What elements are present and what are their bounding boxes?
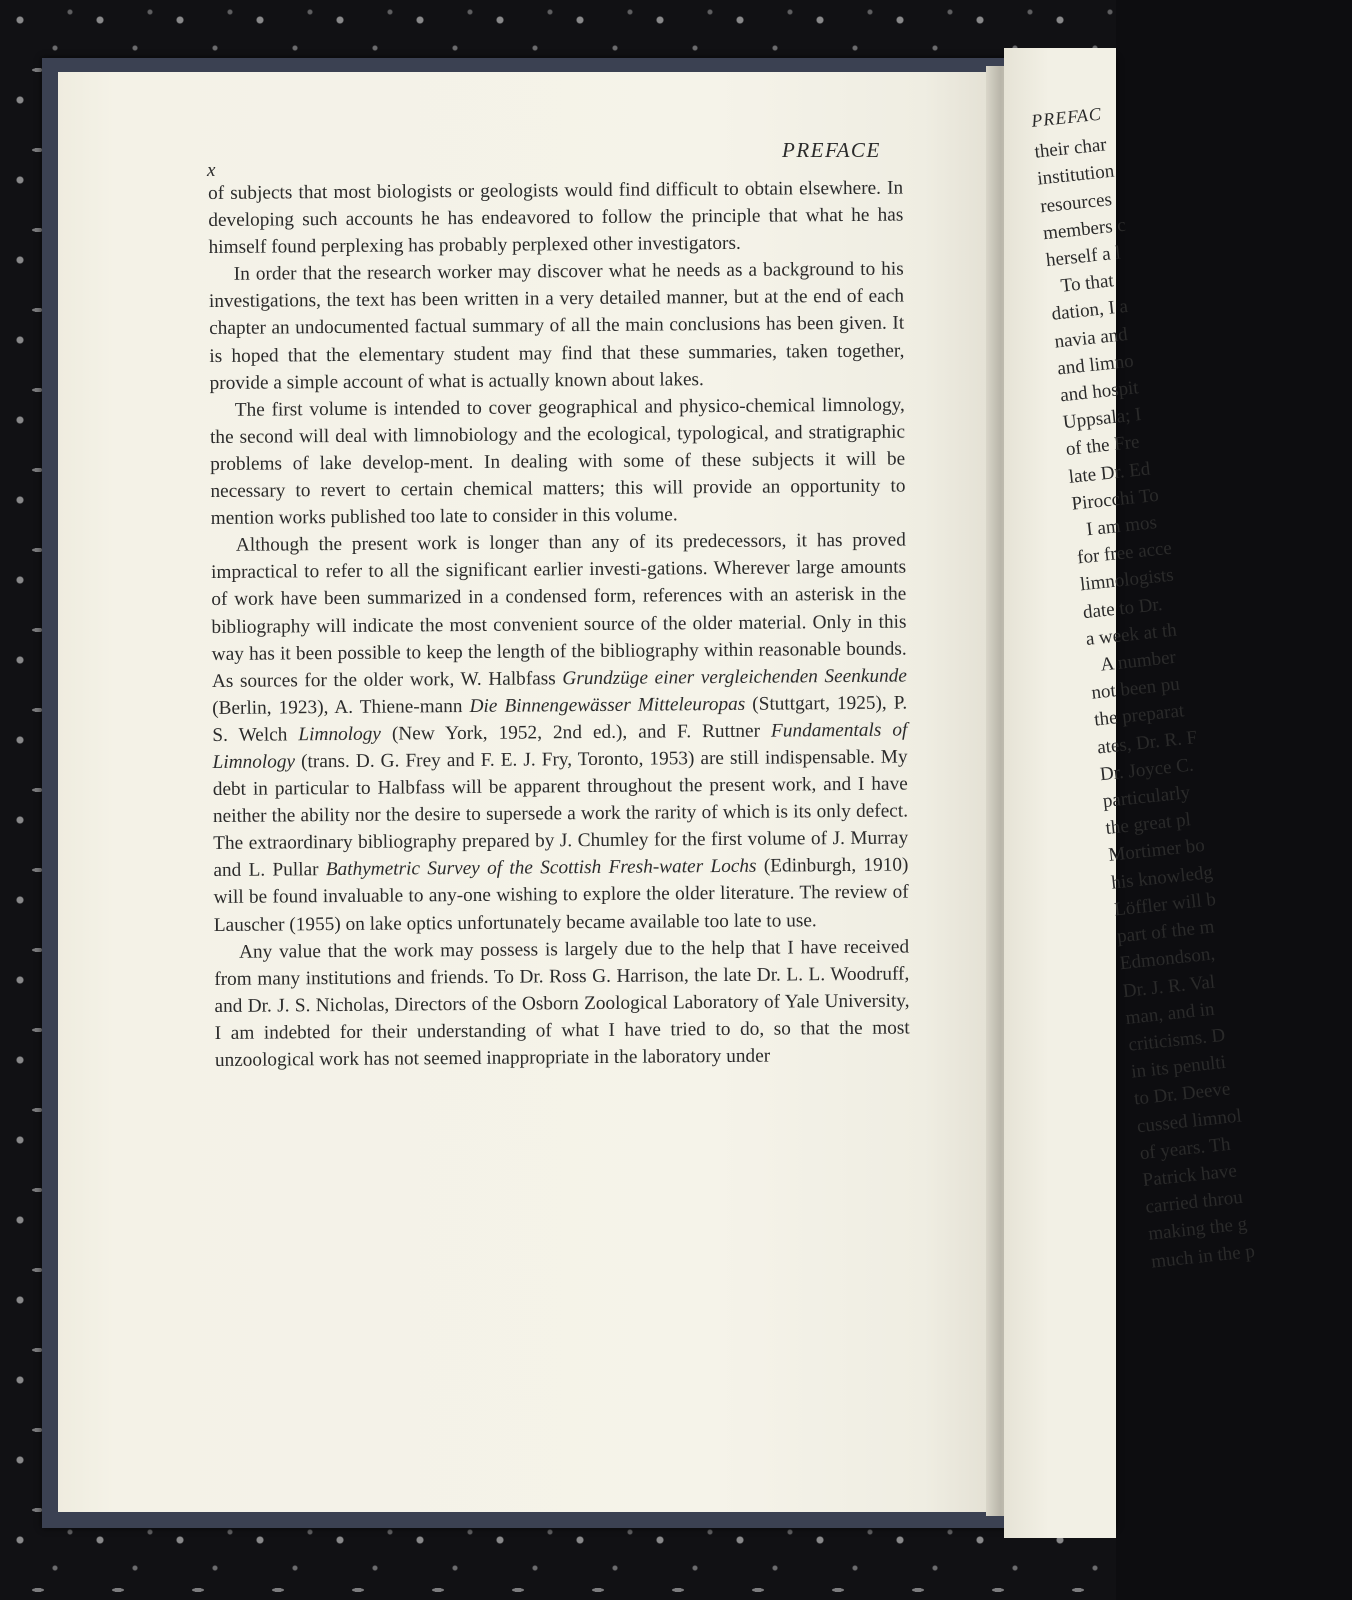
facing-page-line: and hospit (1059, 377, 1140, 407)
facing-page-line: institution (1036, 161, 1116, 190)
text-run: Any value that the work may possess is largely due to the help that I have received from many institutions and friends. To Dr. Ross G. Harrison, the late Dr. L. L. Woodruff, and Dr. J. S. Nicholas, Directors of the Osborn Zoological Laboratory of Yale University, I am indebted for their understanding of what I have tried to do, so that the most unzoological work has not seemed inappropriate in the laboratory under (214, 936, 910, 1071)
facing-page-line: much in the p (1150, 1240, 1256, 1273)
facing-page-line: the preparat (1093, 700, 1186, 732)
facing-page-line: Edmondson, (1118, 943, 1217, 975)
text-run: (trans. D. G. Frey and F. E. J. Fry, Toronto, 1953) are still indispensable. My debt in particular to Halbfass will be apparent throughout the present work, and I have neither the ability nor the desire to supersede a work the rarity of which is its only defect. The extraordinary bibliography prepared by J. Chumley for the first volume of J. Murray and L. Pullar (212, 746, 909, 882)
facing-page-line: in its penulti (1130, 1051, 1227, 1083)
body-text (208, 175, 910, 1075)
facing-page-line: not been pu (1090, 673, 1181, 704)
facing-page-line: herself a l (1044, 242, 1122, 272)
page-number: x (207, 160, 216, 181)
paragraph (209, 256, 905, 397)
text-run: (New York, 1952, 2nd ed.), and F. Ruttner (380, 720, 772, 745)
facing-page-line: A number (1099, 646, 1177, 676)
running-head: PREFACE (782, 138, 881, 162)
facing-page-line: his knowledg (1110, 861, 1214, 894)
facing-page-line: part of the m (1116, 916, 1216, 948)
facing-page-line: carried throu (1144, 1186, 1244, 1219)
facing-page-line: members c (1042, 214, 1127, 245)
facing-page-line: late Dr. Ed (1067, 458, 1152, 488)
paragraph (211, 527, 909, 939)
italic-title: Limnology (298, 723, 381, 746)
facing-page-line: their char (1033, 134, 1108, 163)
facing-page-line: Löffler will b (1113, 888, 1217, 921)
facing-page-line: dation, I a (1050, 296, 1129, 326)
text-run: of subjects that most biologists or geologists would find difficult to obtain elsewhere. In developing such accounts he has endeavored to follow the principle that what he has himself found perplexing has probably perplexed other investigators. (208, 177, 904, 259)
text-run: Although the present work is longer than any of its predecessors, it has proved impractical to refer to all the significant earlier investi-gations. Wherever large amounts of work have been summarized in a condensed form, references with an asterisk in the bibliography will indicate the most convenient source of the older material. Only in this way has it been possible to keep the length of the bibliography within reasonable bounds. As sources for the older work, W. Halbfass (211, 529, 907, 692)
italic-title: Die Binnengewässer Mitteleuropas (469, 693, 746, 717)
italic-title: Bathymetric Survey of the Scottish Fresh-water Lochs (325, 856, 757, 881)
facing-page-text (1030, 87, 1352, 1275)
facing-page-line: for free acce (1076, 537, 1173, 569)
facing-page-line: making the g (1147, 1213, 1249, 1246)
text-run: (Stuttgart, 1925), P. S. Welch (212, 692, 908, 746)
facing-page-line: ates, Dr. R. F (1096, 726, 1199, 759)
facing-page-line: limnologists (1079, 565, 1175, 596)
facing-page-line: Pirocchi To (1070, 484, 1160, 515)
facing-page-line: Patrick have (1141, 1160, 1238, 1191)
facing-page-line: Uppsala; I (1062, 404, 1143, 434)
facing-page-line: cussed limnol (1135, 1104, 1243, 1137)
paragraph (208, 175, 904, 262)
right-page (1004, 48, 1256, 1538)
text-run: The first volume is intended to cover geographical and physico-chemical limnology, the second will deal with limnobiology and the ecological, typological, and stratigraphic problems of lake develop-ment. In dealing with some of these subjects it will be necessary to revert to certain chemical matters; this will provide an opportunity to mention works published too late to consider in this volume. (209, 394, 906, 530)
facing-page-line: of the Fre (1064, 431, 1141, 461)
facing-page-line: particularly (1101, 782, 1192, 813)
facing-page-line: Mortimer bo (1107, 835, 1206, 867)
facing-page-line: Dr. J. R. Val (1121, 971, 1216, 1002)
italic-title: Fundamentals of Limnology (212, 719, 908, 773)
facing-page-line: and limno (1056, 350, 1135, 380)
paragraph (214, 933, 910, 1074)
facing-page-line: man, and in (1124, 998, 1216, 1029)
facing-page-line: criticisms. D (1127, 1024, 1227, 1056)
facing-page-line: navia and (1053, 323, 1129, 353)
facing-running-head: PREFAC (1030, 103, 1103, 131)
facing-page-line: date to Dr. (1081, 593, 1164, 623)
facing-page-line: To that (1059, 270, 1115, 297)
text-run: (Berlin, 1923), A. Thiene-mann (212, 695, 470, 719)
facing-page-line: of years. Th (1138, 1133, 1232, 1164)
facing-page-line: a week at th (1084, 619, 1178, 650)
facing-page-line: resources (1039, 188, 1113, 218)
paragraph (210, 391, 906, 532)
facing-page-line: I am mos (1085, 512, 1158, 541)
facing-page-line: Dr. Joyce C. (1098, 754, 1195, 786)
facing-page-line: the great pl (1104, 809, 1192, 840)
facing-page-line: to Dr. Deeve (1133, 1078, 1232, 1110)
text-run: In order that the research worker may discover what he needs as a background to his investigations, the text has been written in a very detailed manner, but at the end of each chapter an undocumented factual summary of all the main conclusions has been given. It is hoped that the elementary student may find that these summaries, taken together, provide a simple account of what is actually known about lakes. (208, 258, 905, 394)
italic-title: Grundzüge einer vergleichenden Seenkunde (562, 665, 907, 689)
text-run: (Edinburgh, 1910) will be found invaluable to any-one wishing to explore the older literature. The review of Lauscher (1955) on lake optics unfortunately became available too late to use. (213, 854, 909, 936)
